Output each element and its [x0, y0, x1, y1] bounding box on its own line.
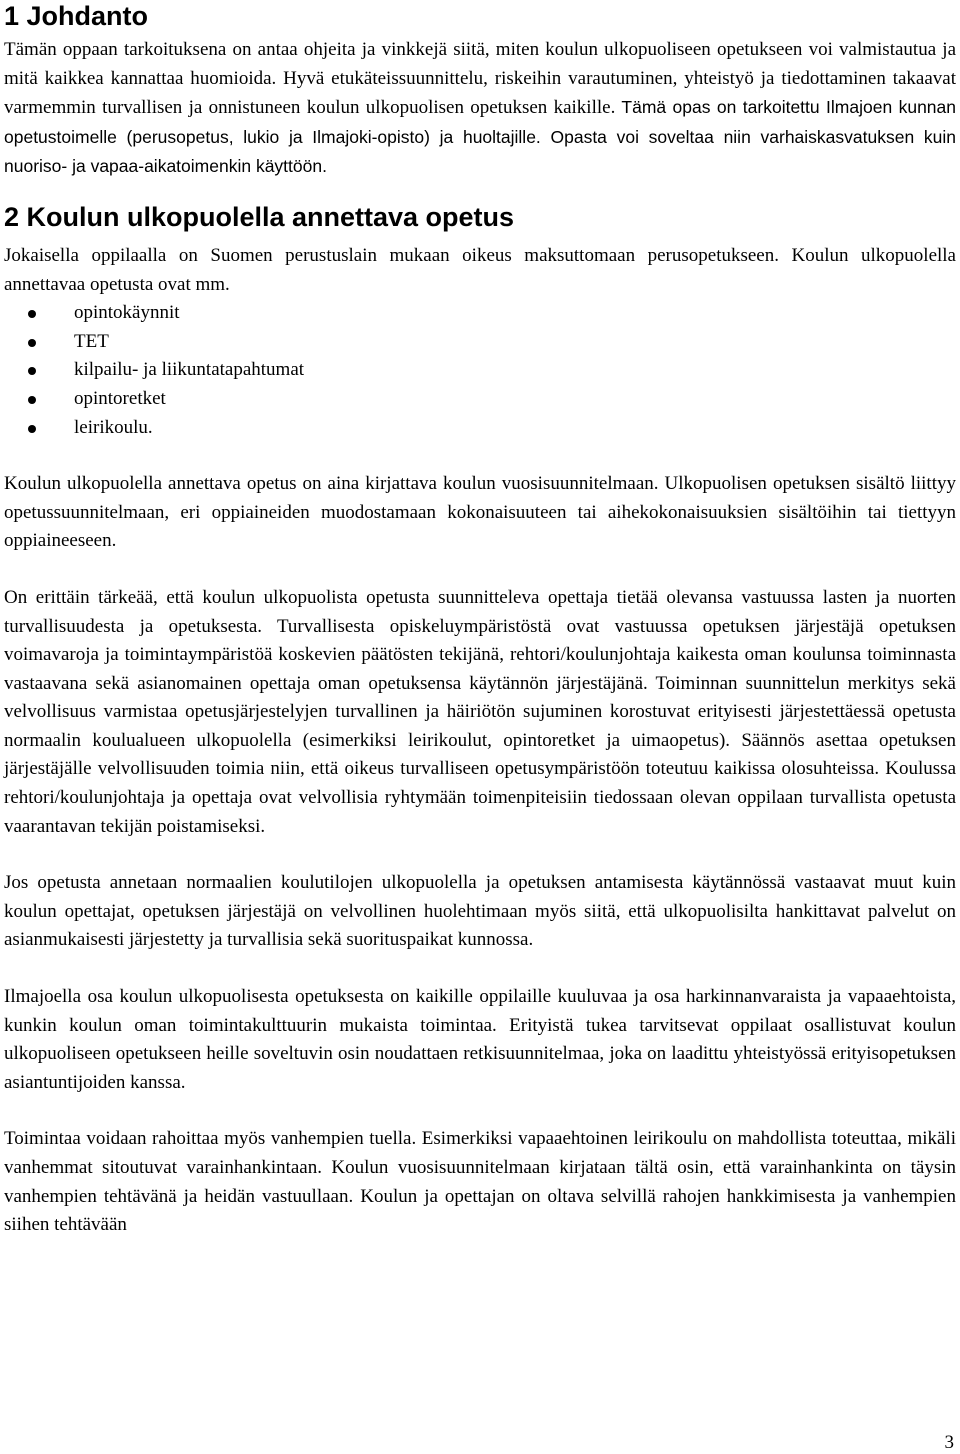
section-1-heading: 1 Johdanto [4, 1, 149, 31]
section-1-paragraph-serif: Tämän oppaan tarkoituksena on antaa ohjeita ja vinkkejä siitä, miten koulun ulkopuoliseen opetukseen voi valmistautua ja mitä kaikkea kannattaa huomioida. Hyvä etukäteissuunnittelu, riskeihin varautuminen, yhteistyö ja tiedottaminen takaavat varmemmin turvallisen ja onnistuneen koulun ulkopuolisen opetuksen kaikille. [4, 39, 956, 119]
bullet-icon [28, 310, 36, 318]
list-item [4, 385, 956, 414]
list-item [4, 414, 956, 443]
list-item-text: TET [74, 330, 109, 352]
section-2-intro: Jokaisella oppilaalla on Suomen perustuslain mukaan oikeus maksuttomaan perusopetukseen. Koulun ulkopuolella annettavaa opetusta ovat mm. [4, 244, 956, 295]
list-item-text: kilpailu- ja liikuntatapahtumat [74, 359, 305, 381]
list-item-text: opintokäynnit [74, 302, 180, 324]
bullet-list [4, 299, 956, 442]
bullet-icon [28, 367, 36, 375]
list-item [4, 299, 956, 328]
document-page [4, 0, 956, 1240]
section-1-paragraph-sans: Tämä opas on tarkoitettu Ilmajoen kunnan opetustoimelle (perusopetus, lukio ja Ilmajoki-opisto) ja huoltajille. Opasta voi soveltaa niin varhaiskasvatuksen kuin nuoriso- ja vapaa-aikatoimenkin käyttöön. [4, 97, 957, 177]
section-2-heading: 2 Koulun ulkopuolella annettava opetus [4, 201, 515, 232]
section-1-paragraph [4, 36, 956, 182]
bullet-icon [28, 425, 36, 433]
paragraph-rahoitus: Toimintaa voidaan rahoittaa myös vanhempien tuella. Esimerkiksi vapaaehtoinen leirikoulu on mahdollista toteuttaa, mikäli vanhemmat sitoutuvat varainhankintaan. Koulun vuosisuunnitelmaan kirjataan tältä osin, että varainhankinta on täysin vanhempien tehtävänä ja heidän vastuullaan. Koulun ja opettajan on oltava selvillä rahojen hankkimisesta ja vanhempien siihen tehtävään [4, 1128, 956, 1236]
paragraph-ilmajoki-kaytanto: Ilmajoella osa koulun ulkopuolisesta opetuksesta on kaikille oppilaille kuuluvaa ja osa harkinnanvaraista ja vapaaehtoista, kunkin koulun oman toimintakulttuurin mukaista toimintaa. Erityistä tukea tarvitsevat oppilaat osallistuvat koulun ulkopuoliseen opetukseen heille soveltuvin osin noudattaen retkisuunnitelmaa, joka on laadittu yhteistyössä erityisopetuksen asiantuntijoiden kanssa. [4, 986, 956, 1093]
page-number: 3 [944, 1432, 954, 1453]
list-item-text: leirikoulu. [74, 416, 153, 438]
list-item [4, 328, 956, 357]
paragraph-ulkopuoliset-palvelut: Jos opetusta annetaan normaalien koulutilojen ulkopuolella ja opetuksen antamisesta käytännössä vastaavat muut kuin koulun opettajat, opetuksen järjestäjä on velvollinen huolehtimaan myös siitä, että ulkopuolisilta hankittavat palvelut on asianmukaisesti järjestetty ja turvallisia sekä suorituspaikat kunnossa. [4, 872, 956, 951]
list-item-text: opintoretket [74, 387, 166, 409]
paragraph-vastuu: On erittäin tärkeää, että koulun ulkopuolista opetusta suunnitteleva opettaja tietää olevansa vastuussa lasten ja nuorten turvallisuudesta ja opetuksesta. Turvallisesta opiskeluympäristöstä ovat vastuussa opetuksen järjestäjä opetuksen voimavaroja ja toimintaympäristöä koskevien päätösten tekijänä, rehtori/koulunjohtaja kaikesta oman koulunsa toiminnasta vastaavana sekä asianomainen opettaja oman opetuksensa käytännön järjestäjänä. Toiminnan suunnittelun merkitys sekä velvollisuus varmistaa opetusjärjestelyjen turvallinen ja häiriötön sujuminen korostuvat erityisesti järjestettäessä opetusta normaalin koulualueen ulkopuolella (esimerkiksi leirikoulut, opintoretket ja uimaopetus). Säännös asettaa opetuksen järjestäjälle velvollisuuden toimia niin, että oikeus turvalliseen opetusympäristöön toteutuu kaikissa olosuhteissa. Koulussa rehtori/koulunjohtaja ja opettaja ovat velvollisia ryhtymään toimenpiteisiin tiedossaan olevan oppilaan turvallista opetusta vaarantavan tekijän poistamiseksi. [4, 586, 956, 837]
list-item [4, 356, 956, 385]
bullet-icon [28, 339, 36, 347]
paragraph-vuosisuunnitelma: Koulun ulkopuolella annettava opetus on aina kirjattava koulun vuosisuunnitelmaan. Ulkopuolisen opetuksen sisältö liittyy opetussuunnitelmaan, eri oppiaineiden muodostamaan kokonaisuuteen tai aihekokonaisuuksien sisältöihin tai tiettyyn oppiaineeseen. [4, 473, 956, 552]
bullet-icon [28, 396, 36, 404]
